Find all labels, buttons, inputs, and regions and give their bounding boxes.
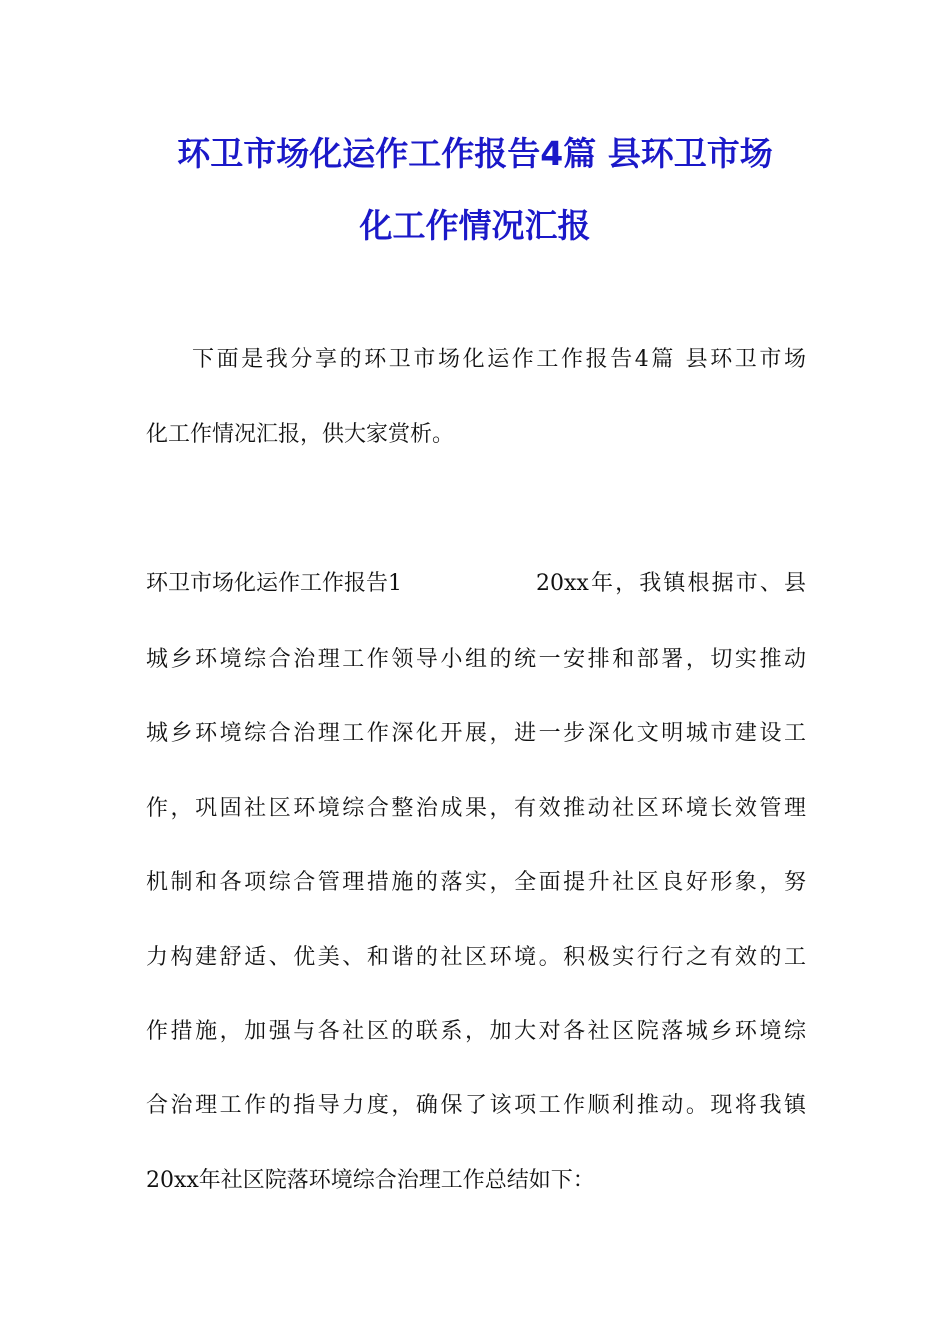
body-line: 20xx年社区院落环境综合治理工作总结如下： — [146, 1168, 595, 1193]
document-title-line-2: 化工作情况汇报 — [359, 206, 591, 245]
body-line: 作，巩固社区环境综合整治成果，有效推动社区环境长效管理 — [146, 796, 806, 821]
section-heading: 环卫市场化运作工作报告1 — [146, 571, 402, 596]
body-line: 合治理工作的指导力度，确保了该项工作顺利推动。现将我镇 — [146, 1093, 806, 1118]
body-line: 力构建舒适、优美、和谐的社区环境。积极实行行之有效的工 — [146, 945, 806, 970]
section-first-text: 20xx年，我镇根据市、县 — [536, 571, 806, 596]
intro-line-2: 化工作情况汇报，供大家赏析。 — [146, 422, 455, 447]
body-line: 机制和各项综合管理措施的落实，全面提升社区良好形象，努 — [146, 870, 806, 895]
body-line: 城乡环境综合治理工作深化开展，进一步深化文明城市建设工 — [146, 721, 806, 746]
body-line: 作措施，加强与各社区的联系，加大对各社区院落城乡环境综 — [146, 1019, 806, 1044]
intro-line-1: 下面是我分享的环卫市场化运作工作报告4篇 县环卫市场 — [192, 347, 806, 372]
document-title-line-1: 环卫市场化运作工作报告4篇 县环卫市场 — [177, 134, 773, 173]
body-line: 城乡环境综合治理工作领导小组的统一安排和部署，切实推动 — [146, 647, 806, 672]
